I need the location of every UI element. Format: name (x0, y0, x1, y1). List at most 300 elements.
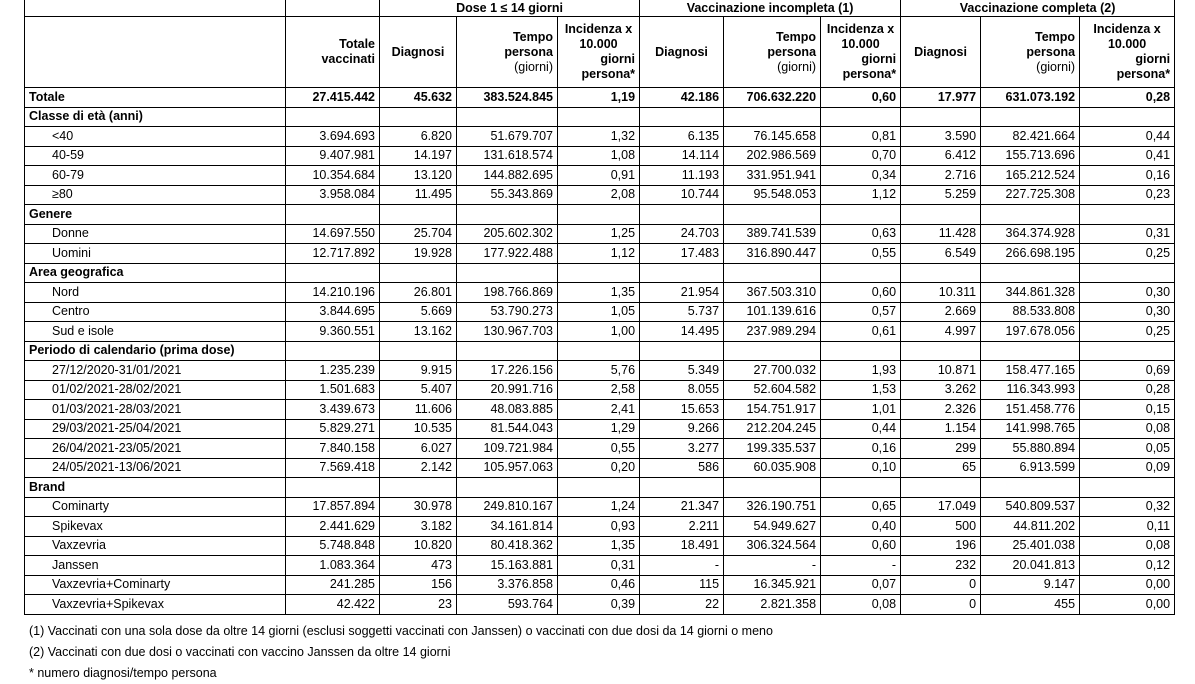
row-label: Spikevax (25, 517, 286, 537)
value-cell: 2,41 (558, 400, 640, 420)
value-cell: 21.954 (640, 283, 724, 303)
value-cell: 306.324.564 (724, 536, 821, 556)
value-cell: 0,93 (558, 517, 640, 537)
value-cell: 10.535 (380, 419, 457, 439)
value-cell: 5.407 (380, 380, 457, 400)
empty-cell (901, 263, 981, 283)
value-cell: 8.055 (640, 380, 724, 400)
header-text: giorni (1135, 52, 1171, 66)
value-cell: 1.501.683 (286, 380, 380, 400)
value-cell: 3.376.858 (457, 575, 558, 595)
value-cell: 0,23 (1080, 185, 1175, 205)
value-cell: 316.890.447 (724, 244, 821, 264)
header-text: Tempo (775, 29, 817, 44)
value-cell: 116.343.993 (981, 380, 1080, 400)
empty-cell (724, 341, 821, 361)
value-cell: 0,60 (821, 88, 901, 108)
table-row (25, 439, 1175, 459)
section-label: Genere (25, 205, 286, 225)
value-cell: 0,28 (1080, 88, 1175, 108)
value-cell: 344.861.328 (981, 283, 1080, 303)
empty-cell (901, 478, 981, 498)
column-header-tempo-persona (981, 17, 1080, 88)
value-cell: 0,55 (821, 244, 901, 264)
value-cell: 0,28 (1080, 380, 1175, 400)
value-cell: 10.354.684 (286, 166, 380, 186)
value-cell: 266.698.195 (981, 244, 1080, 264)
value-cell: 0,81 (821, 127, 901, 147)
value-cell: 631.073.192 (981, 88, 1080, 108)
value-cell: 42.422 (286, 595, 380, 615)
value-cell: 0,55 (558, 439, 640, 459)
value-cell: 364.374.928 (981, 224, 1080, 244)
header-text: 10.000 (579, 37, 618, 51)
value-cell: 13.120 (380, 166, 457, 186)
value-cell: 76.145.658 (724, 127, 821, 147)
value-cell: 202.986.569 (724, 146, 821, 166)
value-cell: 1,12 (558, 244, 640, 264)
value-cell: 10.820 (380, 536, 457, 556)
value-cell: 6.027 (380, 439, 457, 459)
value-cell: 0,91 (558, 166, 640, 186)
value-cell: 0,16 (821, 439, 901, 459)
value-cell: 19.928 (380, 244, 457, 264)
empty-cell (640, 107, 724, 127)
value-cell: 3.844.695 (286, 302, 380, 322)
table-row (25, 302, 1175, 322)
value-cell: 52.604.582 (724, 380, 821, 400)
header-text: vaccinati (321, 52, 375, 66)
value-cell: 156 (380, 575, 457, 595)
empty-cell (640, 341, 724, 361)
row-label: ≥80 (25, 185, 286, 205)
value-cell: 141.998.765 (981, 419, 1080, 439)
empty-cell (1080, 341, 1175, 361)
value-cell: 1,35 (558, 283, 640, 303)
value-cell: 15.653 (640, 400, 724, 420)
value-cell: 27.700.032 (724, 361, 821, 381)
value-cell: 6.135 (640, 127, 724, 147)
value-cell: 5.737 (640, 302, 724, 322)
section-header-row (25, 107, 1175, 127)
row-label: 01/02/2021-28/02/2021 (25, 380, 286, 400)
table-row (25, 185, 1175, 205)
value-cell: 331.951.941 (724, 166, 821, 186)
value-cell: 151.458.776 (981, 400, 1080, 420)
value-cell: 232 (901, 556, 981, 576)
value-cell: 25.704 (380, 224, 457, 244)
value-cell: 54.949.627 (724, 517, 821, 537)
section-header-row (25, 478, 1175, 498)
value-cell: 10.744 (640, 185, 724, 205)
value-cell: 22 (640, 595, 724, 615)
empty-cell (981, 205, 1080, 225)
table-row (25, 595, 1175, 615)
footnote-asterisk: * numero diagnosi/tempo persona (29, 665, 217, 680)
empty-cell (380, 341, 457, 361)
row-label: 26/04/2021-23/05/2021 (25, 439, 286, 459)
value-cell: 1,24 (558, 497, 640, 517)
empty-cell (981, 263, 1080, 283)
value-cell: 455 (981, 595, 1080, 615)
value-cell: 0,63 (821, 224, 901, 244)
row-label: 40-59 (25, 146, 286, 166)
row-label: Cominarty (25, 497, 286, 517)
value-cell: 17.857.894 (286, 497, 380, 517)
table-row (25, 517, 1175, 537)
table-row (25, 575, 1175, 595)
table-row (25, 361, 1175, 381)
value-cell: 0,12 (1080, 556, 1175, 576)
empty-cell (1080, 107, 1175, 127)
value-cell: 540.809.537 (981, 497, 1080, 517)
value-cell: 82.421.664 (981, 127, 1080, 147)
table-row (25, 224, 1175, 244)
value-cell: 1,53 (821, 380, 901, 400)
value-cell: 0,00 (1080, 575, 1175, 595)
value-cell: 1,19 (558, 88, 640, 108)
header-text: persona* (581, 67, 636, 81)
value-cell: 5.829.271 (286, 419, 380, 439)
value-cell: 0,25 (1080, 244, 1175, 264)
value-cell: 0,15 (1080, 400, 1175, 420)
value-cell: 5.349 (640, 361, 724, 381)
value-cell: 0,11 (1080, 517, 1175, 537)
value-cell: 17.049 (901, 497, 981, 517)
value-cell: 3.590 (901, 127, 981, 147)
value-cell: 25.401.038 (981, 536, 1080, 556)
value-cell: 130.967.703 (457, 322, 558, 342)
value-cell: 1,93 (821, 361, 901, 381)
table-row (25, 244, 1175, 264)
empty-cell (558, 107, 640, 127)
empty-cell (640, 478, 724, 498)
value-cell: 212.204.245 (724, 419, 821, 439)
value-cell: 367.503.310 (724, 283, 821, 303)
value-cell: 3.439.673 (286, 400, 380, 420)
value-cell: 706.632.220 (724, 88, 821, 108)
header-text: persona* (1116, 67, 1171, 81)
footnote-1: (1) Vaccinati con una sola dose da oltre 14 giorni (esclusi soggetti vaccinati con Janssen) o vaccinati con due dosi da 14 giorni o meno (29, 623, 773, 638)
empty-cell (821, 205, 901, 225)
value-cell: 3.958.084 (286, 185, 380, 205)
table-row (25, 380, 1175, 400)
value-cell: 0,09 (1080, 458, 1175, 478)
table-body (25, 88, 1175, 615)
table-row (25, 497, 1175, 517)
empty-cell (457, 341, 558, 361)
row-label: 24/05/2021-13/06/2021 (25, 458, 286, 478)
value-cell: 4.997 (901, 322, 981, 342)
value-cell: - (724, 556, 821, 576)
value-cell: 0,08 (1080, 536, 1175, 556)
value-cell: 81.544.043 (457, 419, 558, 439)
value-cell: 95.548.053 (724, 185, 821, 205)
value-cell: 2.441.629 (286, 517, 380, 537)
group-header-empty (286, 0, 380, 17)
empty-cell (724, 478, 821, 498)
row-label: Totale (25, 88, 286, 108)
table-row (25, 400, 1175, 420)
value-cell: 9.360.551 (286, 322, 380, 342)
row-label: Janssen (25, 556, 286, 576)
value-cell: 11.606 (380, 400, 457, 420)
empty-cell (558, 478, 640, 498)
value-cell: 1,35 (558, 536, 640, 556)
value-cell: 109.721.984 (457, 439, 558, 459)
header-text: persona (767, 44, 817, 59)
value-cell: 9.915 (380, 361, 457, 381)
column-header-diagnosi: Diagnosi (380, 17, 457, 88)
header-text: 10.000 (841, 37, 880, 51)
section-header-row (25, 263, 1175, 283)
value-cell: 6.913.599 (981, 458, 1080, 478)
value-cell: 14.495 (640, 322, 724, 342)
empty-cell (380, 205, 457, 225)
value-cell: 237.989.294 (724, 322, 821, 342)
row-label: 60-79 (25, 166, 286, 186)
value-cell: 30.978 (380, 497, 457, 517)
value-cell: 3.262 (901, 380, 981, 400)
value-cell: 0,08 (821, 595, 901, 615)
value-cell: 11.193 (640, 166, 724, 186)
empty-cell (821, 478, 901, 498)
empty-cell (724, 107, 821, 127)
value-cell: 0,70 (821, 146, 901, 166)
empty-cell (457, 205, 558, 225)
value-cell: 2,08 (558, 185, 640, 205)
value-cell: 3.182 (380, 517, 457, 537)
table-row (25, 536, 1175, 556)
empty-cell (981, 107, 1080, 127)
header-text: (giorni) (514, 59, 553, 74)
row-label: 01/03/2021-28/03/2021 (25, 400, 286, 420)
value-cell: 0 (901, 595, 981, 615)
value-cell: 389.741.539 (724, 224, 821, 244)
header-text: (giorni) (777, 59, 817, 74)
row-label: Nord (25, 283, 286, 303)
section-label: Classe di età (anni) (25, 107, 286, 127)
value-cell: 326.190.751 (724, 497, 821, 517)
value-cell: 55.343.869 (457, 185, 558, 205)
value-cell: 0,34 (821, 166, 901, 186)
empty-cell (821, 341, 901, 361)
header-text: persona* (842, 67, 897, 81)
column-header-tempo-persona (457, 17, 558, 88)
table-row (25, 322, 1175, 342)
header-text: giorni (861, 52, 897, 66)
empty-cell (457, 107, 558, 127)
value-cell: 55.880.894 (981, 439, 1080, 459)
value-cell: 155.713.696 (981, 146, 1080, 166)
value-cell: 0 (901, 575, 981, 595)
value-cell: 10.311 (901, 283, 981, 303)
value-cell: 1,05 (558, 302, 640, 322)
empty-cell (901, 107, 981, 127)
value-cell: 2.142 (380, 458, 457, 478)
value-cell: 154.751.917 (724, 400, 821, 420)
value-cell: 1.154 (901, 419, 981, 439)
row-label: <40 (25, 127, 286, 147)
value-cell: 5.748.848 (286, 536, 380, 556)
empty-cell (1080, 263, 1175, 283)
value-cell: 1,32 (558, 127, 640, 147)
section-label: Brand (25, 478, 286, 498)
value-cell: 5.259 (901, 185, 981, 205)
empty-cell (380, 263, 457, 283)
value-cell: - (821, 556, 901, 576)
header-text: Incidenza x (826, 22, 895, 36)
value-cell: 1,01 (821, 400, 901, 420)
empty-cell (457, 263, 558, 283)
value-cell: 473 (380, 556, 457, 576)
row-label: Uomini (25, 244, 286, 264)
header-text: persona (504, 44, 553, 59)
value-cell: 0,31 (558, 556, 640, 576)
value-cell: 11.495 (380, 185, 457, 205)
header-text: (giorni) (1036, 59, 1076, 74)
value-cell: 0,16 (1080, 166, 1175, 186)
row-label: 27/12/2020-31/01/2021 (25, 361, 286, 381)
value-cell: 205.602.302 (457, 224, 558, 244)
value-cell: 0,00 (1080, 595, 1175, 615)
value-cell: 0,46 (558, 575, 640, 595)
value-cell: 0,40 (821, 517, 901, 537)
value-cell: 2.716 (901, 166, 981, 186)
value-cell: 20.991.716 (457, 380, 558, 400)
value-cell: 241.285 (286, 575, 380, 595)
empty-cell (640, 263, 724, 283)
value-cell: 2,58 (558, 380, 640, 400)
group-header-empty (25, 0, 286, 17)
empty-cell (286, 341, 380, 361)
value-cell: 1.083.364 (286, 556, 380, 576)
value-cell: 0,60 (821, 283, 901, 303)
column-header-incidenza (821, 17, 901, 88)
value-cell: 53.790.273 (457, 302, 558, 322)
value-cell: 11.428 (901, 224, 981, 244)
value-cell: 0,44 (821, 419, 901, 439)
row-label: Vaxzevria (25, 536, 286, 556)
value-cell: 6.412 (901, 146, 981, 166)
vaccination-table (24, 0, 1175, 615)
header-text: persona (1026, 44, 1076, 59)
value-cell: 6.549 (901, 244, 981, 264)
value-cell: 27.415.442 (286, 88, 380, 108)
empty-cell (724, 205, 821, 225)
value-cell: 0,08 (1080, 419, 1175, 439)
row-label: Vaxzevria+Spikevax (25, 595, 286, 615)
value-cell: 0,30 (1080, 283, 1175, 303)
table-row (25, 146, 1175, 166)
value-cell: 500 (901, 517, 981, 537)
value-cell: 227.725.308 (981, 185, 1080, 205)
column-header-diagnosi: Diagnosi (640, 17, 724, 88)
value-cell: 5,76 (558, 361, 640, 381)
value-cell: 0,05 (1080, 439, 1175, 459)
value-cell: 199.335.537 (724, 439, 821, 459)
empty-cell (286, 107, 380, 127)
value-cell: 14.210.196 (286, 283, 380, 303)
value-cell: 2.326 (901, 400, 981, 420)
value-cell: 0,65 (821, 497, 901, 517)
empty-cell (821, 107, 901, 127)
empty-cell (380, 478, 457, 498)
value-cell: 144.882.695 (457, 166, 558, 186)
value-cell: 3.694.693 (286, 127, 380, 147)
value-cell: 13.162 (380, 322, 457, 342)
value-cell: 1,12 (821, 185, 901, 205)
value-cell: 0,69 (1080, 361, 1175, 381)
value-cell: 17.226.156 (457, 361, 558, 381)
empty-cell (457, 478, 558, 498)
value-cell: 5.669 (380, 302, 457, 322)
value-cell: 10.871 (901, 361, 981, 381)
value-cell: 60.035.908 (724, 458, 821, 478)
value-cell: 0,32 (1080, 497, 1175, 517)
value-cell: 2.211 (640, 517, 724, 537)
empty-cell (981, 478, 1080, 498)
empty-cell (286, 263, 380, 283)
value-cell: 198.766.869 (457, 283, 558, 303)
value-cell: 0,20 (558, 458, 640, 478)
header-text: giorni (600, 52, 636, 66)
column-header-incidenza (558, 17, 640, 88)
total-row (25, 88, 1175, 108)
row-label: Sud e isole (25, 322, 286, 342)
value-cell: 196 (901, 536, 981, 556)
value-cell: 9.407.981 (286, 146, 380, 166)
value-cell: 23 (380, 595, 457, 615)
value-cell: 1,00 (558, 322, 640, 342)
empty-cell (981, 341, 1080, 361)
value-cell: 0,41 (1080, 146, 1175, 166)
section-label: Area geografica (25, 263, 286, 283)
vaccination-table-page (24, 0, 1174, 684)
value-cell: 0,07 (821, 575, 901, 595)
value-cell: 16.345.921 (724, 575, 821, 595)
value-cell: 14.114 (640, 146, 724, 166)
value-cell: 88.533.808 (981, 302, 1080, 322)
table-row (25, 458, 1175, 478)
value-cell: 80.418.362 (457, 536, 558, 556)
column-header-row (25, 17, 1175, 88)
value-cell: 17.977 (901, 88, 981, 108)
group-completa: Vaccinazione completa (2) (901, 0, 1175, 17)
value-cell: 586 (640, 458, 724, 478)
value-cell: 101.139.616 (724, 302, 821, 322)
header-text: Incidenza x (1093, 22, 1161, 36)
value-cell: 0,57 (821, 302, 901, 322)
value-cell: 48.083.885 (457, 400, 558, 420)
value-cell: 2.669 (901, 302, 981, 322)
value-cell: 2.821.358 (724, 595, 821, 615)
empty-cell (1080, 205, 1175, 225)
table-row (25, 166, 1175, 186)
empty-cell (901, 341, 981, 361)
value-cell: 45.632 (380, 88, 457, 108)
value-cell: 34.161.814 (457, 517, 558, 537)
value-cell: 26.801 (380, 283, 457, 303)
group-header-row (25, 0, 1175, 17)
value-cell: 18.491 (640, 536, 724, 556)
header-text: Tempo (1035, 29, 1076, 44)
value-cell: 14.197 (380, 146, 457, 166)
footnote-2: (2) Vaccinati con due dosi o vaccinati con vaccino Janssen da oltre 14 giorni (29, 644, 451, 659)
value-cell: 0,31 (1080, 224, 1175, 244)
column-header-tempo-persona (724, 17, 821, 88)
empty-cell (286, 205, 380, 225)
